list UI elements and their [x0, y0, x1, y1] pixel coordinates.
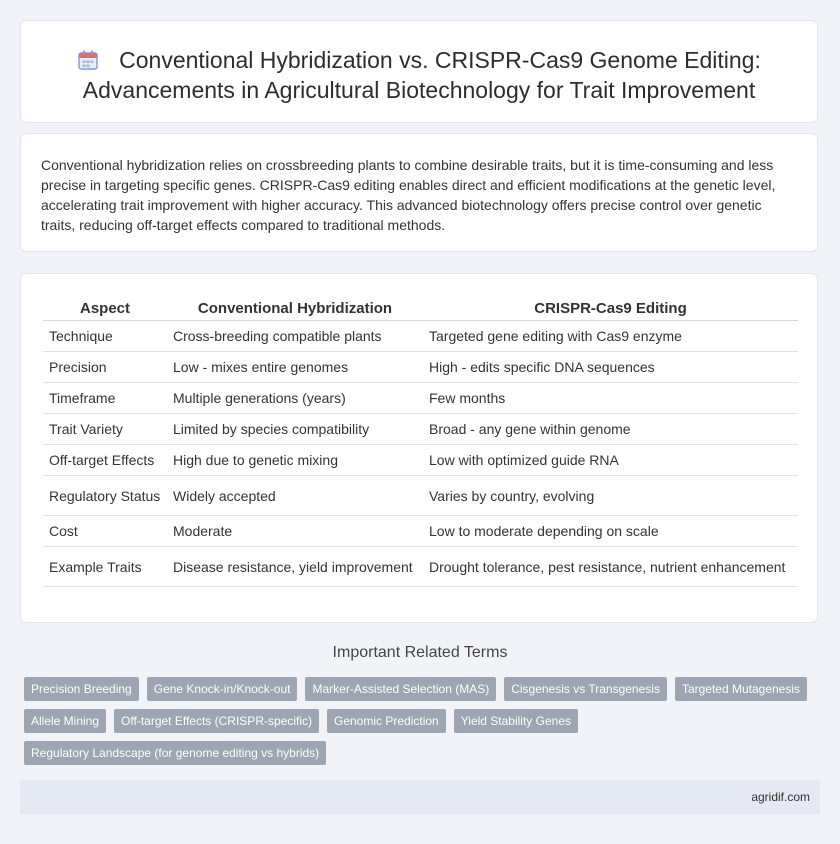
comparison-table — [43, 296, 798, 587]
row-crispr: Low with optimized guide RNA — [423, 445, 798, 476]
intro-card — [20, 133, 818, 252]
row-aspect: Regulatory Status — [43, 476, 167, 516]
table-row — [43, 445, 798, 476]
row-aspect: Off-target Effects — [43, 445, 167, 476]
row-aspect: Example Traits — [43, 547, 167, 587]
table-row — [43, 476, 798, 516]
header-aspect: Aspect — [43, 296, 167, 321]
term-tag[interactable]: Yield Stability Genes — [454, 709, 578, 733]
term-tag[interactable]: Precision Breeding — [24, 677, 139, 701]
row-crispr: Targeted gene editing with Cas9 enzyme — [423, 321, 798, 352]
related-terms-title: Important Related Terms — [332, 644, 508, 661]
table-row — [43, 414, 798, 445]
row-crispr: Low to moderate depending on scale — [423, 516, 798, 547]
page-title-text: Conventional Hybridization vs. CRISPR-Cas9 Genome Editing: Advancements in Agricultural Biotechnology for Trait Improvement — [82, 47, 761, 103]
row-conventional: Disease resistance, yield improvement — [167, 547, 423, 587]
row-conventional: Multiple generations (years) — [167, 383, 423, 414]
row-conventional: High due to genetic mixing — [167, 445, 423, 476]
row-conventional: Widely accepted — [167, 476, 423, 516]
row-aspect: Timeframe — [43, 383, 167, 414]
table-row — [43, 321, 798, 352]
header-conventional: Conventional Hybridization — [167, 296, 423, 321]
row-conventional: Limited by species compatibility — [167, 414, 423, 445]
footer-site-link[interactable]: agridif.com — [751, 790, 810, 804]
table-row — [43, 383, 798, 414]
row-conventional: Cross-breeding compatible plants — [167, 321, 423, 352]
table-header-row — [43, 296, 798, 321]
header-crispr: CRISPR-Cas9 Editing — [423, 296, 798, 321]
footer — [20, 780, 820, 814]
term-tag[interactable]: Marker-Assisted Selection (MAS) — [305, 677, 496, 701]
term-tag[interactable]: Genomic Prediction — [327, 709, 446, 733]
term-tag[interactable]: Gene Knock-in/Knock-out — [147, 677, 298, 701]
row-crispr: Broad - any gene within genome — [423, 414, 798, 445]
related-terms-list — [24, 677, 814, 765]
term-tag[interactable]: Cisgenesis vs Transgenesis — [504, 677, 667, 701]
row-crispr: Varies by country, evolving — [423, 476, 798, 516]
term-tag[interactable]: Regulatory Landscape (for genome editing vs hybrids) — [24, 741, 326, 765]
term-tag[interactable]: Off-target Effects (CRISPR-specific) — [114, 709, 319, 733]
row-conventional: Moderate — [167, 516, 423, 547]
header-card — [20, 20, 818, 123]
row-crispr: Drought tolerance, pest resistance, nutrient enhancement — [423, 547, 798, 587]
comparison-card — [20, 273, 818, 623]
table-row — [43, 547, 798, 587]
row-aspect: Cost — [43, 516, 167, 547]
calendar-icon — [77, 48, 99, 70]
row-crispr: Few months — [423, 383, 798, 414]
table-row — [43, 352, 798, 383]
term-tag[interactable]: Allele Mining — [24, 709, 106, 733]
term-tag[interactable]: Targeted Mutagenesis — [675, 677, 807, 701]
intro-paragraph: Conventional hybridization relies on crossbreeding plants to combine desirable traits, but it is time-consuming and less precise in targeting specific genes. CRISPR-Cas9 editing enables direct and efficient modifications at the genetic level, accelerating trait improvement with higher accuracy. This advanced biotechnology offers precise control over genetic traits, reducing off-target effects compared to traditional methods. — [41, 157, 776, 233]
page-title — [21, 21, 817, 105]
row-crispr: High - edits specific DNA sequences — [423, 352, 798, 383]
row-aspect: Technique — [43, 321, 167, 352]
table-row — [43, 516, 798, 547]
row-aspect: Trait Variety — [43, 414, 167, 445]
row-aspect: Precision — [43, 352, 167, 383]
row-conventional: Low - mixes entire genomes — [167, 352, 423, 383]
